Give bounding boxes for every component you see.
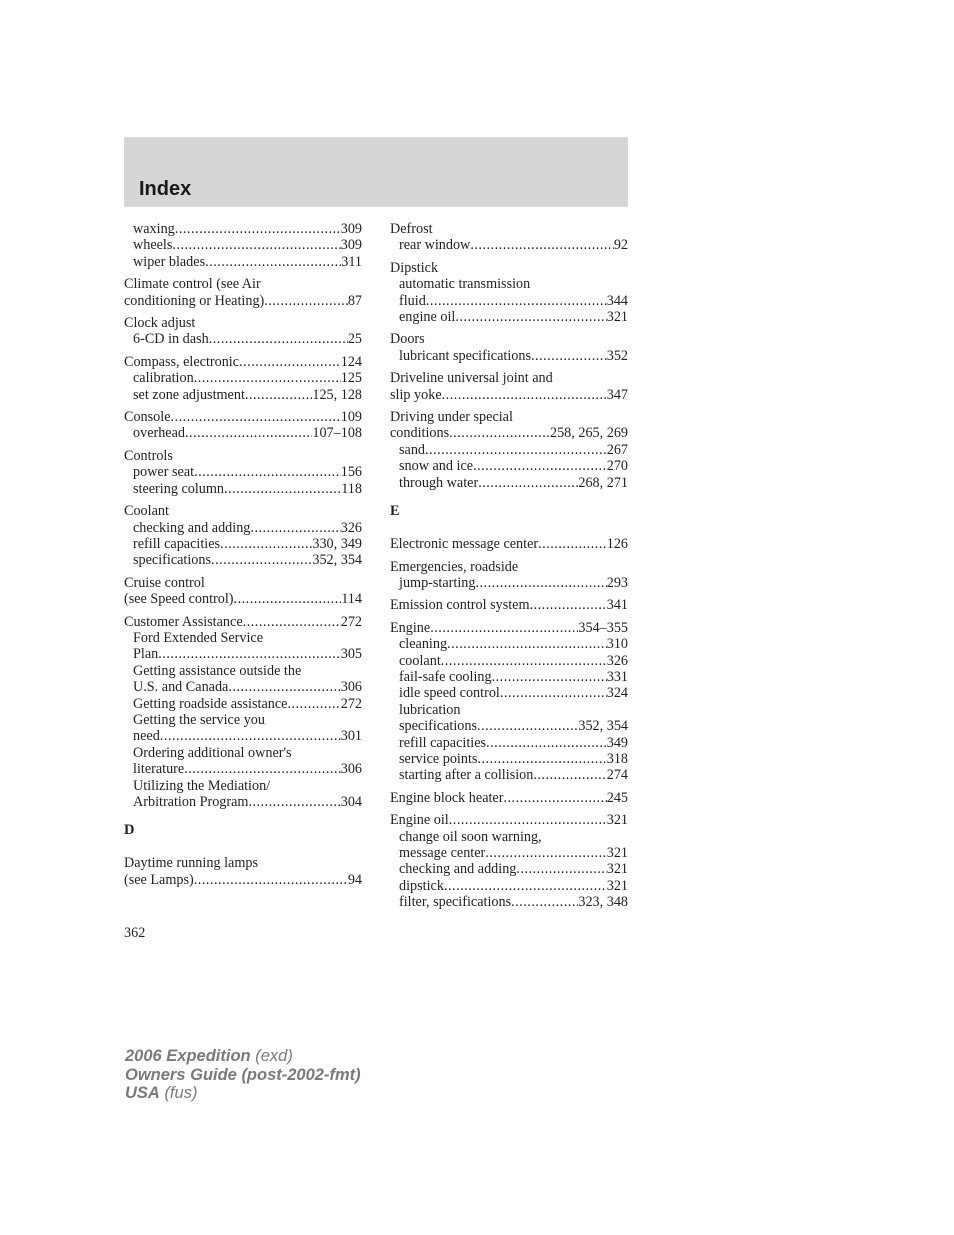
entry-text: message center xyxy=(399,845,486,861)
entry-text: Engine oil xyxy=(390,812,449,829)
page-reference: 118 xyxy=(341,480,362,497)
footer-model: 2006 Expedition xyxy=(125,1047,251,1065)
page-reference: 324 xyxy=(606,685,628,702)
page-reference: 321 xyxy=(606,845,628,861)
page-reference: 272 xyxy=(340,695,362,712)
entry-text: Emergencies, roadside xyxy=(390,558,519,575)
header-band xyxy=(124,137,628,207)
index-subentry xyxy=(124,520,362,536)
entry-text: Emission control system xyxy=(390,597,530,614)
page-reference: 156 xyxy=(340,464,362,481)
entry-text: fail-safe cooling xyxy=(399,668,492,685)
index-subentry xyxy=(390,735,628,751)
index-entry xyxy=(124,448,362,497)
page-reference: 311 xyxy=(341,253,362,270)
entry-text: Engine block heater xyxy=(390,789,504,806)
dot-leader xyxy=(184,761,341,777)
index-subentry xyxy=(390,861,628,877)
page-reference: 321 xyxy=(606,309,628,326)
index-entry xyxy=(124,409,362,442)
index-term xyxy=(124,872,362,888)
index-entry xyxy=(124,503,362,569)
dot-leader xyxy=(194,872,348,888)
entry-text: Ford Extended Service xyxy=(133,629,264,646)
entry-text: Console xyxy=(124,409,171,426)
entry-text: steering column xyxy=(133,480,225,497)
page-reference: 352, 354 xyxy=(312,552,362,569)
dot-leader xyxy=(511,894,578,910)
entry-text: lubrication xyxy=(399,701,461,718)
entry-text: Ordering additional owner's xyxy=(133,744,292,761)
dot-leader xyxy=(228,679,340,695)
entry-text: service points xyxy=(399,750,478,767)
page-reference: 125 xyxy=(340,370,362,387)
dot-leader xyxy=(243,614,341,630)
entry-text: starting after a collision xyxy=(399,767,534,784)
index-subentry xyxy=(124,679,362,695)
index-term xyxy=(390,620,628,636)
page-reference: 310 xyxy=(606,636,628,653)
section-letter: E xyxy=(390,503,400,520)
dot-leader xyxy=(475,575,606,591)
page-reference: 274 xyxy=(606,767,628,784)
dot-leader xyxy=(486,735,607,751)
page-reference: 92 xyxy=(613,237,628,254)
index-subentry xyxy=(124,712,362,728)
entry-text: Getting assistance outside the xyxy=(133,662,302,679)
index-subentry xyxy=(390,309,628,325)
entry-text: conditioning or Heating) xyxy=(124,292,265,309)
page-reference: 321 xyxy=(606,861,628,878)
page-reference: 344 xyxy=(606,292,628,309)
entry-text: Plan xyxy=(133,646,159,663)
entry-text: jump-starting xyxy=(399,574,476,591)
page-reference: 304 xyxy=(340,794,362,810)
entry-text: Dipstick xyxy=(390,259,439,276)
dot-leader xyxy=(538,536,607,552)
index-term xyxy=(390,597,628,613)
entry-text: conditions xyxy=(390,425,450,442)
dot-leader xyxy=(287,696,340,712)
dot-leader xyxy=(449,812,607,828)
index-subentry xyxy=(390,878,628,894)
entry-text: Engine xyxy=(390,619,431,636)
dot-leader xyxy=(473,458,607,474)
page-reference: 354–355 xyxy=(578,619,628,636)
index-entry xyxy=(390,221,628,254)
entry-text: Driveline universal joint and xyxy=(390,370,553,387)
index-subentry xyxy=(124,254,362,270)
index-subentry xyxy=(124,331,362,347)
dot-leader xyxy=(175,221,341,237)
index-subentry xyxy=(124,221,362,237)
index-entry xyxy=(390,597,628,613)
page-reference: 258, 265, 269 xyxy=(549,425,628,442)
index-term xyxy=(124,293,362,309)
page-title: Index xyxy=(139,178,192,200)
entry-text: (see Speed control) xyxy=(124,591,234,608)
entry-text: Electronic message center xyxy=(390,536,539,553)
entry-text: Arbitration Program xyxy=(133,794,249,810)
index-term xyxy=(390,536,628,552)
dot-leader xyxy=(531,348,607,364)
page-reference: 352, 354 xyxy=(578,718,628,735)
dot-leader xyxy=(158,646,340,662)
index-entry xyxy=(390,536,628,552)
index-term xyxy=(124,409,362,425)
entry-text: refill capacities xyxy=(399,734,487,751)
footer-market-code: (fus) xyxy=(164,1084,198,1102)
entry-text: Defrost xyxy=(390,221,433,237)
page-reference: 331 xyxy=(606,668,628,685)
dot-leader xyxy=(485,845,606,861)
index-subentry xyxy=(390,751,628,767)
index-entry xyxy=(390,812,628,910)
index-term xyxy=(390,790,628,806)
dot-leader xyxy=(449,425,550,441)
index-subentry xyxy=(390,237,628,253)
entry-text: rear window xyxy=(399,237,471,254)
entry-text: change oil soon warning, xyxy=(399,828,542,845)
entry-text: U.S. and Canada xyxy=(133,679,229,696)
index-subentry xyxy=(390,276,628,292)
entry-text: Customer Assistance xyxy=(124,613,243,630)
dot-leader xyxy=(455,309,606,325)
dot-leader xyxy=(185,425,312,441)
dot-leader xyxy=(172,237,340,253)
index-entry xyxy=(390,559,628,592)
entry-text: coolant xyxy=(399,652,441,669)
page-reference: 272 xyxy=(340,613,362,630)
page-reference: 321 xyxy=(606,877,628,894)
entry-text: specifications xyxy=(133,552,212,569)
dot-leader xyxy=(209,331,348,347)
entry-text: Controls xyxy=(124,447,173,464)
footer-guide: Owners Guide (post-2002-fmt) xyxy=(125,1065,361,1084)
page-reference: 124 xyxy=(340,353,362,370)
page-reference: 267 xyxy=(606,441,628,458)
index-term xyxy=(124,503,362,519)
index-entry xyxy=(390,260,628,326)
index-entry xyxy=(124,315,362,348)
dot-leader xyxy=(248,794,340,810)
entry-text: literature xyxy=(133,761,185,778)
page-reference: 94 xyxy=(347,871,362,888)
entry-text: Climate control (see Air xyxy=(124,276,261,293)
page-reference: 270 xyxy=(606,458,628,475)
dot-leader xyxy=(503,790,606,806)
entry-text: (see Lamps) xyxy=(124,871,194,888)
dot-leader xyxy=(234,591,342,607)
index-subentry xyxy=(124,481,362,497)
index-term xyxy=(390,559,628,575)
entry-text: need xyxy=(133,728,160,745)
page-reference: 341 xyxy=(606,597,628,614)
footer-market: USA xyxy=(125,1084,160,1102)
page-reference: 318 xyxy=(606,750,628,767)
index-subentry xyxy=(124,745,362,761)
index-subentry xyxy=(390,702,628,718)
index-entry xyxy=(390,790,628,806)
footer-line-3 xyxy=(125,1084,361,1103)
dot-leader xyxy=(194,464,341,480)
entry-text: lubricant specifications xyxy=(399,347,531,364)
dot-leader xyxy=(492,669,607,685)
dot-leader xyxy=(478,475,578,491)
index-subentry xyxy=(124,464,362,480)
page-reference: 25 xyxy=(347,331,362,348)
entry-text: calibration xyxy=(133,370,194,387)
dot-leader xyxy=(442,387,607,403)
index-entry xyxy=(124,614,362,811)
page-reference: 306 xyxy=(340,679,362,696)
page-reference: 321 xyxy=(606,812,628,829)
page-reference: 301 xyxy=(340,728,362,745)
entry-text: Cruise control xyxy=(124,574,205,591)
entry-text: automatic transmission xyxy=(399,276,531,293)
dot-leader xyxy=(426,293,607,309)
page-reference: 109 xyxy=(340,409,362,426)
index-subentry xyxy=(390,845,628,861)
entry-text: Driving under special xyxy=(390,409,513,426)
page-reference: 305 xyxy=(340,646,362,663)
entry-text: Doors xyxy=(390,331,425,348)
index-subentry xyxy=(390,653,628,669)
dot-leader xyxy=(477,718,578,734)
index-subentry xyxy=(390,442,628,458)
index-entry xyxy=(124,855,362,888)
page-reference: 268, 271 xyxy=(578,474,628,491)
index-subentry xyxy=(124,728,362,744)
index-subentry xyxy=(124,387,362,403)
dot-leader xyxy=(224,481,341,497)
index-subentry xyxy=(124,237,362,253)
index-subentry xyxy=(390,475,628,491)
dot-leader xyxy=(530,597,607,613)
index-subentry xyxy=(390,636,628,652)
entry-text: through water xyxy=(399,474,479,491)
index-column-right xyxy=(390,221,628,917)
page-reference: 352 xyxy=(606,347,628,364)
dot-leader xyxy=(205,254,341,270)
dot-leader xyxy=(245,387,312,403)
index-subentry xyxy=(390,293,628,309)
index-entry xyxy=(124,221,362,270)
entry-text: Coolant xyxy=(124,503,169,520)
index-subentry xyxy=(390,348,628,364)
index-term xyxy=(390,260,628,276)
dot-leader xyxy=(533,767,606,783)
index-subentry xyxy=(124,370,362,386)
index-subentry xyxy=(124,761,362,777)
index-term xyxy=(390,812,628,828)
index-term xyxy=(390,370,628,386)
dot-leader xyxy=(250,520,340,536)
index-subentry xyxy=(390,894,628,910)
index-term xyxy=(124,448,362,464)
index-subentry xyxy=(124,536,362,552)
footer xyxy=(125,1047,361,1103)
index-term xyxy=(124,855,362,871)
dot-leader xyxy=(220,536,312,552)
entry-text: Utilizing the Mediation/ xyxy=(133,777,271,794)
entry-text: fluid xyxy=(399,292,426,309)
entry-text: waxing xyxy=(133,221,175,237)
entry-text: slip yoke xyxy=(390,386,442,403)
index-entry xyxy=(390,370,628,403)
index-term xyxy=(124,614,362,630)
index-term xyxy=(124,276,362,292)
footer-line-1 xyxy=(125,1047,361,1066)
page-reference: 323, 348 xyxy=(578,894,628,911)
dot-leader xyxy=(160,728,341,744)
page-number: 362 xyxy=(124,925,146,941)
dot-leader xyxy=(444,878,607,894)
section-letter: D xyxy=(124,822,135,839)
entry-text: filter, specifications xyxy=(399,894,512,911)
entry-text: checking and adding xyxy=(133,519,251,536)
index-term xyxy=(124,575,362,591)
entry-text: wiper blades xyxy=(133,253,206,270)
index-column-left xyxy=(124,221,362,894)
index-term xyxy=(124,591,362,607)
dot-leader xyxy=(211,552,312,568)
page-reference: 114 xyxy=(341,591,362,608)
entry-text: dipstick xyxy=(399,877,444,894)
footer-line-2 xyxy=(125,1066,361,1085)
index-entry xyxy=(390,620,628,784)
entry-text: overhead xyxy=(133,425,185,442)
entry-text: Getting roadside assistance xyxy=(133,695,288,712)
entry-text: engine oil xyxy=(399,309,456,326)
page-reference: 326 xyxy=(606,652,628,669)
entry-text: Clock adjust xyxy=(124,315,196,332)
index-term xyxy=(390,387,628,403)
dot-leader xyxy=(171,409,341,425)
dot-leader xyxy=(500,685,607,701)
page-reference: 309 xyxy=(340,221,362,237)
index-entry xyxy=(124,575,362,608)
entry-text: Daytime running lamps xyxy=(124,855,258,872)
index-subentry xyxy=(124,552,362,568)
dot-leader xyxy=(264,293,348,309)
entry-text: snow and ice xyxy=(399,458,474,475)
index-subentry xyxy=(124,646,362,662)
page-reference: 326 xyxy=(340,519,362,536)
index-subentry xyxy=(390,718,628,734)
entry-text: 6-CD in dash xyxy=(133,331,209,348)
index-term xyxy=(124,354,362,370)
index-term xyxy=(390,331,628,347)
dot-leader xyxy=(470,237,614,253)
dot-leader xyxy=(441,653,607,669)
index-term xyxy=(390,409,628,425)
index-term xyxy=(124,315,362,331)
index-subentry xyxy=(390,458,628,474)
index-subentry xyxy=(390,575,628,591)
dot-leader xyxy=(430,620,578,636)
page-reference: 306 xyxy=(340,761,362,778)
index-entry xyxy=(390,409,628,491)
entry-text: Getting the service you xyxy=(133,711,265,728)
index-subentry xyxy=(124,663,362,679)
entry-text: sand xyxy=(399,441,426,458)
index-subentry xyxy=(124,778,362,794)
index-subentry xyxy=(124,630,362,646)
entry-text: set zone adjustment xyxy=(133,386,245,403)
page-reference: 330, 349 xyxy=(312,535,362,552)
index-subentry xyxy=(390,829,628,845)
index-entry xyxy=(124,354,362,403)
index-subentry xyxy=(124,425,362,441)
index-term xyxy=(390,425,628,441)
entry-text: refill capacities xyxy=(133,535,221,552)
index-subentry xyxy=(390,669,628,685)
dot-leader xyxy=(516,861,606,877)
entry-text: idle speed control xyxy=(399,685,500,702)
page-reference: 293 xyxy=(606,574,628,591)
dot-leader xyxy=(425,442,607,458)
entry-text: Compass, electronic xyxy=(124,353,240,370)
index-subentry xyxy=(390,685,628,701)
entry-text: wheels xyxy=(133,237,173,254)
page-reference: 347 xyxy=(606,386,628,403)
index-subentry xyxy=(124,696,362,712)
page-reference: 309 xyxy=(340,237,362,254)
page-reference: 107–108 xyxy=(312,425,362,442)
page-reference: 349 xyxy=(606,734,628,751)
index-entry xyxy=(390,331,628,364)
index-subentry xyxy=(124,794,362,810)
page-reference: 126 xyxy=(606,536,628,553)
index-entry xyxy=(124,276,362,309)
dot-leader xyxy=(194,370,341,386)
footer-model-code: (exd) xyxy=(255,1047,293,1065)
entry-text: cleaning xyxy=(399,636,448,653)
entry-text: specifications xyxy=(399,718,478,735)
dot-leader xyxy=(239,354,341,370)
entry-text: power seat xyxy=(133,464,195,481)
page-reference: 245 xyxy=(606,789,628,806)
entry-text: checking and adding xyxy=(399,861,517,878)
page-reference: 125, 128 xyxy=(312,386,362,403)
dot-leader xyxy=(447,636,607,652)
page-reference: 87 xyxy=(347,292,362,309)
index-subentry xyxy=(390,767,628,783)
dot-leader xyxy=(477,751,606,767)
index-term xyxy=(390,221,628,237)
